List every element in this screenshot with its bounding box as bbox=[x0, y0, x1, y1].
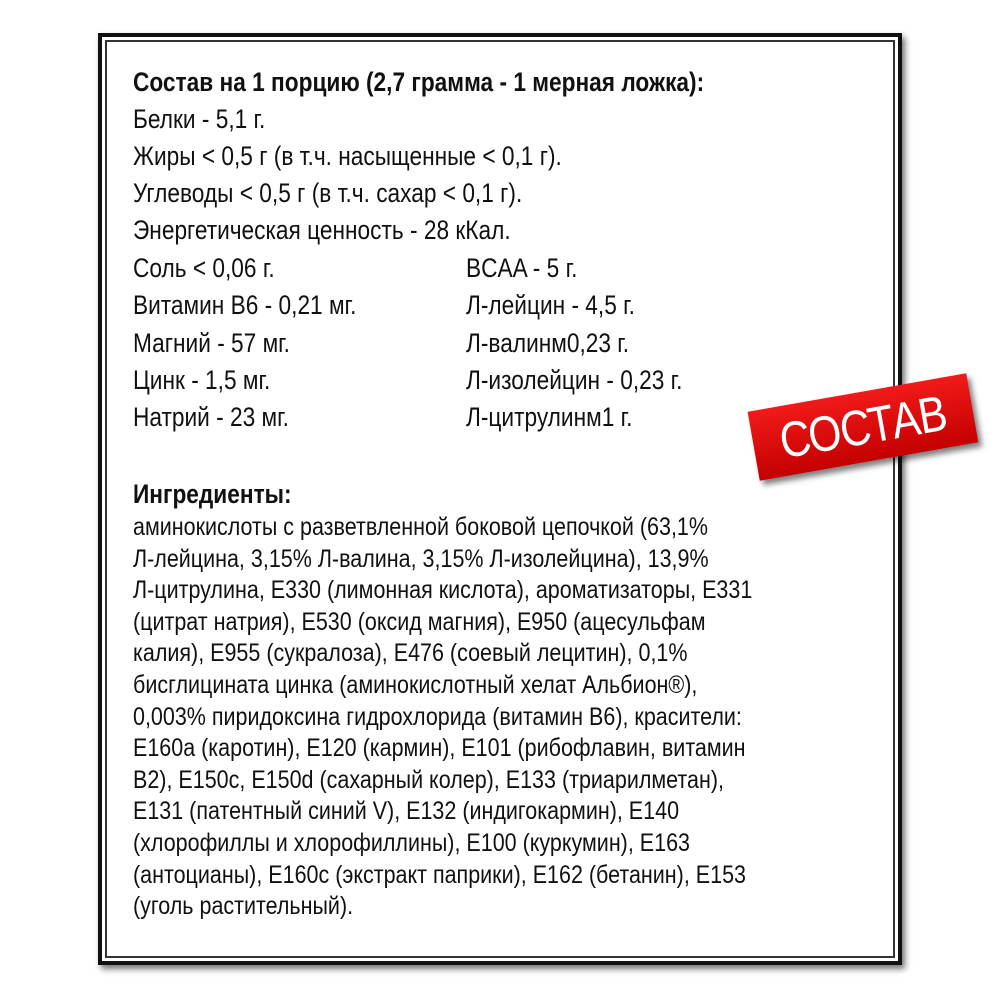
mineral-item: Витамин B6 - 0,21 мг. bbox=[133, 290, 357, 320]
amino-item: Л-цитрулинм1 г. bbox=[466, 402, 633, 432]
amino-item: Л-лейцин - 4,5 г. bbox=[466, 290, 635, 320]
ingredients-line: (уголь растительный). bbox=[133, 892, 354, 921]
nutrition-protein: Белки - 5,1 г. bbox=[133, 104, 266, 134]
nutrition-fat: Жиры < 0,5 г (в т.ч. насыщенные < 0,1 г). bbox=[133, 141, 562, 171]
ingredients-line: 0,003% пиридоксина гидрохлорида (витамин B6), красители: bbox=[133, 702, 742, 731]
ingredients-line: E131 (патентный синий V), E132 (индигокармин), E140 bbox=[133, 797, 680, 826]
ingredients-line: бисглицината цинка (аминокислотный хелат Альбион®), bbox=[133, 671, 698, 699]
ingredients-line: калия), E955 (сукралоза), E476 (соевый лецитин), 0,1% bbox=[133, 639, 688, 668]
amino-item: Л-валинм0,23 г. bbox=[466, 328, 630, 358]
ingredients-line: аминокислоты с разветвленной боковой цепочкой (63,1% bbox=[133, 513, 709, 541]
mineral-item: Цинк - 1,5 мг. bbox=[133, 365, 271, 395]
ingredients-line: (хлорофиллы и хлорофиллины), E100 (куркумин), E163 bbox=[133, 829, 691, 857]
mineral-item: Соль < 0,06 г. bbox=[133, 253, 275, 283]
ingredients-heading: Ингредиенты: bbox=[133, 479, 292, 509]
composition-title: Состав на 1 порцию (2,7 грамма - 1 мерная ложка): bbox=[133, 67, 705, 97]
ingredients-line: (антоцианы), E160c (экстракт паприки), E162 (бетанин), E153 bbox=[133, 860, 746, 889]
ingredients-line: Л-цитрулина, E330 (лимонная кислота), ароматизаторы, E331 bbox=[133, 576, 753, 605]
ingredients-line: B2), E150c, E150d (сахарный колер), E133 (триарилметан), bbox=[133, 765, 724, 794]
nutrition-carbs: Углеводы < 0,5 г (в т.ч. сахар < 0,1 г). bbox=[133, 178, 523, 208]
mineral-item: Магний - 57 мг. bbox=[133, 328, 290, 358]
badge-label: СОСТАВ bbox=[775, 384, 951, 470]
amino-item: Л-изолейцин - 0,23 г. bbox=[466, 365, 683, 395]
ingredients-line: E160a (каротин), E120 (кармин), E101 (рибофлавин, витамин bbox=[133, 734, 746, 763]
mineral-item: Натрий - 23 мг. bbox=[133, 402, 289, 432]
ingredients-line: (цитрат натрия), E530 (оксид магния), E950 (ацесульфам bbox=[133, 607, 706, 636]
ingredients-line: Л-лейцина, 3,15% Л-валина, 3,15% Л-изолейцина), 13,9% bbox=[133, 544, 709, 573]
amino-item: BCAA - 5 г. bbox=[466, 253, 578, 283]
nutrition-energy: Энергетическая ценность - 28 кКал. bbox=[133, 215, 511, 245]
